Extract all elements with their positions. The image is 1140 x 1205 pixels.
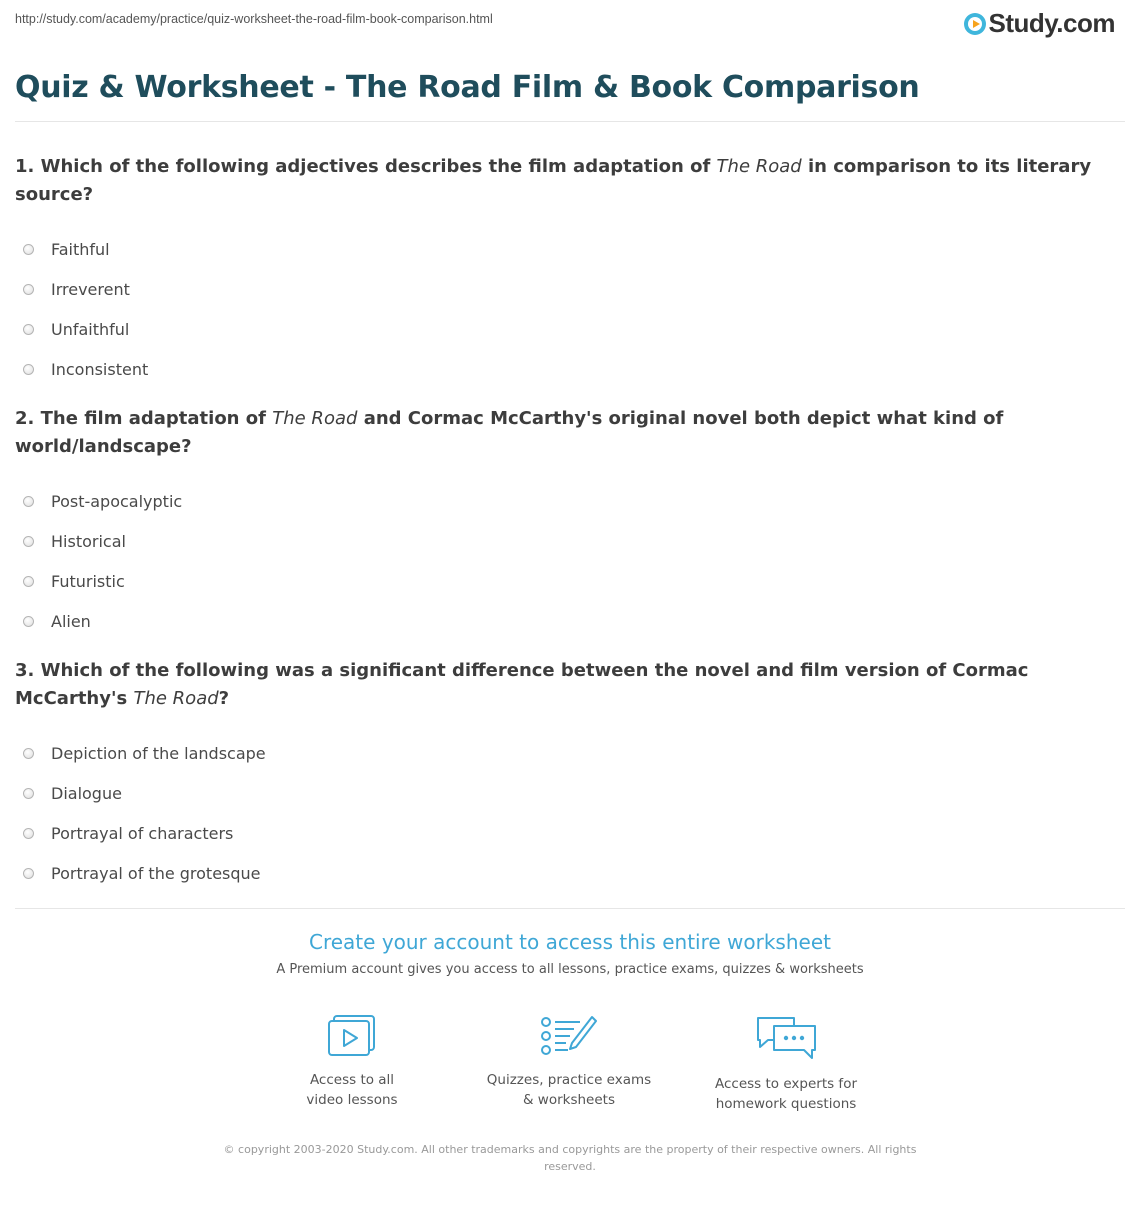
answer-options xyxy=(15,481,1115,641)
question-1 xyxy=(15,153,1115,389)
radio-button[interactable] xyxy=(23,324,34,335)
answer-option[interactable] xyxy=(15,269,1115,309)
answer-option[interactable] xyxy=(15,773,1115,813)
answer-option[interactable] xyxy=(15,853,1115,893)
cta-subtitle: A Premium account gives you access to all lessons, practice exams, quizzes & worksheets xyxy=(276,962,864,977)
chat-bubbles-icon xyxy=(754,1014,818,1062)
answer-options xyxy=(15,229,1115,389)
question-2 xyxy=(15,405,1115,641)
radio-button[interactable] xyxy=(23,496,34,507)
question-text: 1. Which of the following adjectives describes the film adaptation of The Road in comparison to its literary source? xyxy=(15,156,1092,205)
premium-cta xyxy=(0,930,1140,977)
quiz-checklist-icon xyxy=(540,1014,598,1058)
answer-option[interactable] xyxy=(15,229,1115,269)
answer-option[interactable] xyxy=(15,561,1115,601)
option-label: Portrayal of characters xyxy=(51,823,234,843)
radio-button[interactable] xyxy=(23,828,34,839)
page-title: Quiz & Worksheet - The Road Film & Book Comparison xyxy=(15,70,920,105)
radio-button[interactable] xyxy=(23,748,34,759)
answer-option[interactable] xyxy=(15,733,1115,773)
question-text: 3. Which of the following was a significant difference between the novel and film version of Cormac McCarthy's The Road? xyxy=(15,660,1029,709)
option-label: Portrayal of the grotesque xyxy=(51,863,261,883)
radio-button[interactable] xyxy=(23,868,34,879)
option-label: Faithful xyxy=(51,239,110,259)
option-label: Alien xyxy=(51,611,91,631)
radio-button[interactable] xyxy=(23,788,34,799)
radio-button[interactable] xyxy=(23,576,34,587)
logo-text: Study.com xyxy=(988,8,1115,38)
video-lesson-icon xyxy=(326,1014,378,1058)
radio-button[interactable] xyxy=(23,244,34,255)
option-label: Depiction of the landscape xyxy=(51,743,266,763)
option-label: Inconsistent xyxy=(51,359,149,379)
radio-button[interactable] xyxy=(23,536,34,547)
radio-button[interactable] xyxy=(23,284,34,295)
question-3 xyxy=(15,657,1115,893)
option-label: Irreverent xyxy=(51,279,130,299)
answer-options xyxy=(15,733,1115,893)
feature-experts xyxy=(686,1014,886,1114)
feature-label: Access to all video lessons xyxy=(306,1072,398,1108)
answer-option[interactable] xyxy=(15,813,1115,853)
play-logo-icon xyxy=(964,13,986,35)
answer-option[interactable] xyxy=(15,481,1115,521)
feature-label: Access to experts for homework questions xyxy=(714,1076,857,1112)
answer-option[interactable] xyxy=(15,309,1115,349)
answer-option[interactable] xyxy=(15,601,1115,641)
title-divider xyxy=(15,121,1125,122)
radio-button[interactable] xyxy=(23,364,34,375)
answer-option[interactable] xyxy=(15,521,1115,561)
option-label: Historical xyxy=(51,531,126,551)
option-label: Dialogue xyxy=(51,783,122,803)
page-url[interactable]: http://study.com/academy/practice/quiz-worksheet-the-road-film-book-comparison.html xyxy=(15,12,493,26)
option-label: Post-apocalyptic xyxy=(51,491,183,511)
feature-video-lessons xyxy=(252,1014,452,1110)
feature-label: Quizzes, practice exams & worksheets xyxy=(486,1072,652,1108)
copyright-notice: © copyright 2003-2020 Study.com. All other trademarks and copyrights are the property of their respective owners. All rights reserved. xyxy=(223,1143,917,1173)
option-label: Futuristic xyxy=(51,571,125,591)
create-account-link[interactable]: Create your account to access this entire worksheet xyxy=(309,930,831,954)
feature-quizzes xyxy=(469,1014,669,1110)
question-text: 2. The film adaptation of The Road and Cormac McCarthy's original novel both depict what kind of world/landscape? xyxy=(15,408,1004,457)
radio-button[interactable] xyxy=(23,616,34,627)
option-label: Unfaithful xyxy=(51,319,130,339)
answer-option[interactable] xyxy=(15,349,1115,389)
study-logo[interactable] xyxy=(964,8,1115,39)
cta-divider xyxy=(15,908,1125,909)
top-bar xyxy=(15,8,1115,42)
